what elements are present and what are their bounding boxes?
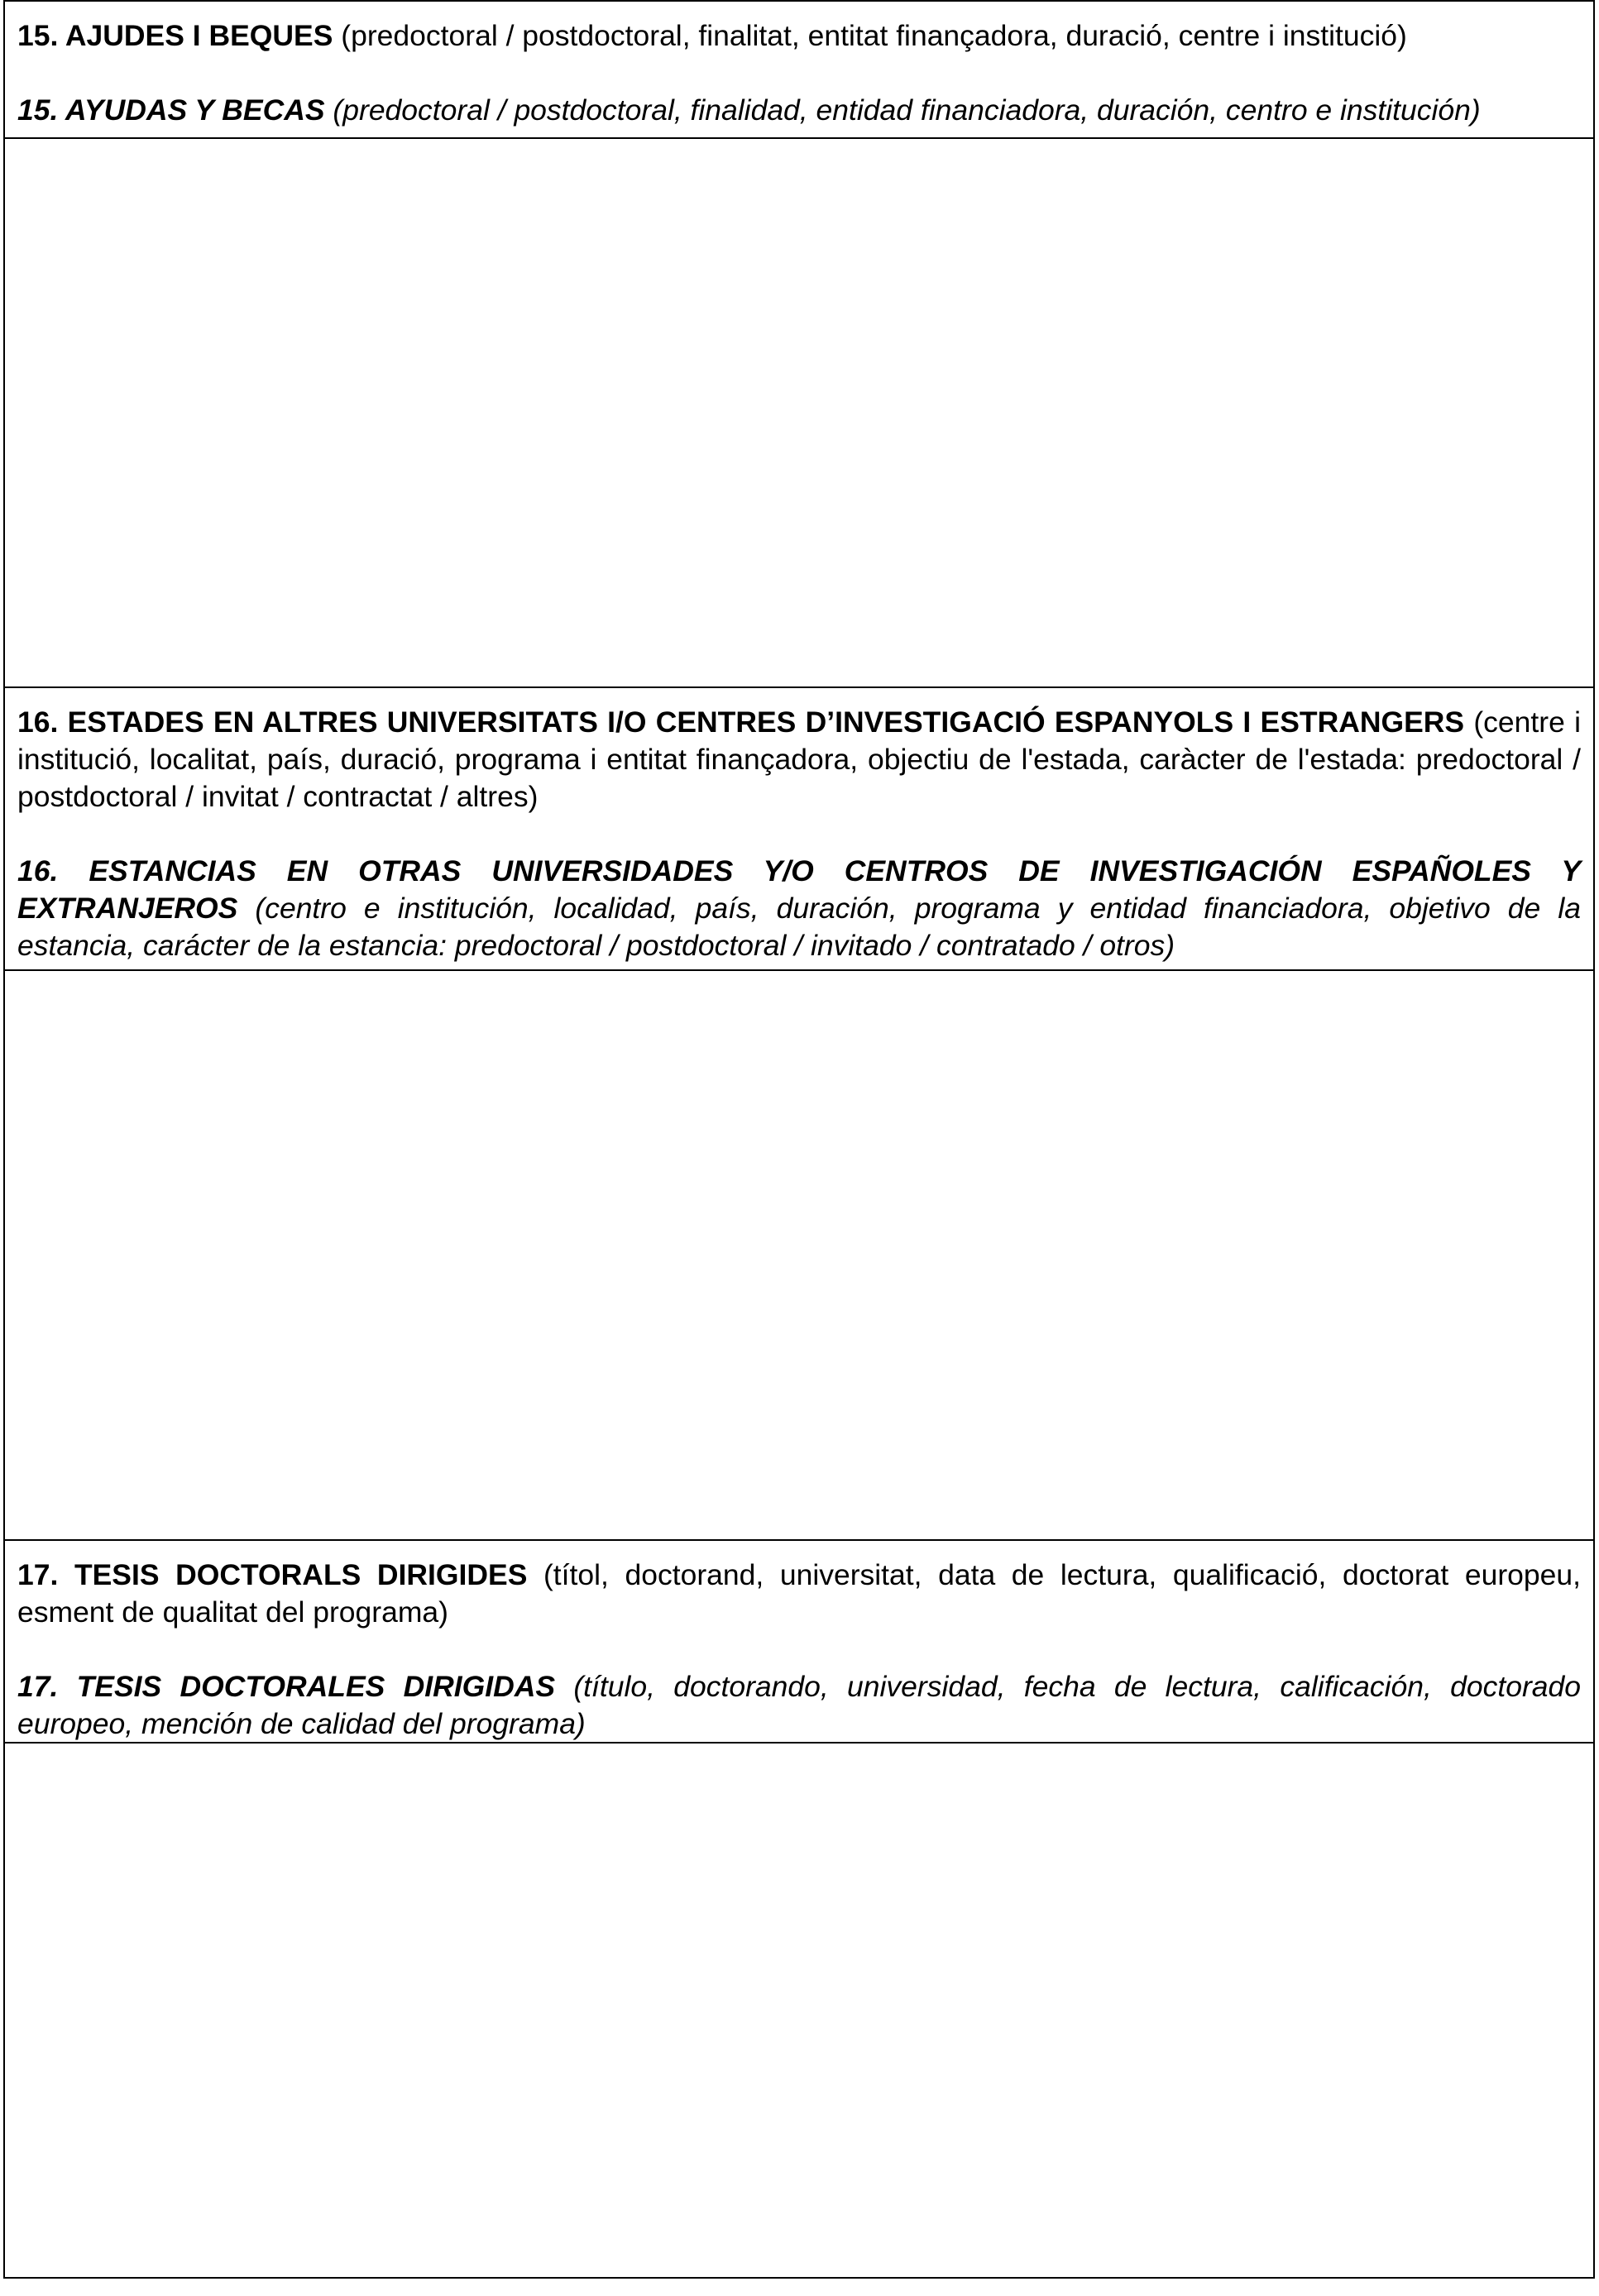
section-17-catalan [17,1557,1581,1631]
section-16-spanish-description: (centro e institución, localidad, país, duración, programa y entidad financiadora, objetivo de la estancia, carácter de la estancia: predoctoral / postdoctoral / invitado / contratado / otros) [17,892,1581,962]
section-15-spanish [17,92,1581,129]
cv-form-table [3,0,1595,2279]
section-16-catalan [17,704,1581,816]
section-17-catalan-description: (títol, doctorand, universitat, data de lectura, qualificació, doctorat europeu, esment de qualitat del programa) [17,1558,1582,1629]
section-16-spanish-title: 16. ESTANCIAS EN OTRAS UNIVERSIDADES Y/O CENTROS DE INVESTIGACIÓN ESPAÑOLES Y EXTRANJEROS [17,854,1581,925]
section-17-spanish [17,1668,1581,1743]
section-17-header [5,1541,1593,1744]
section-15-header [5,2,1593,139]
section-15-catalan [17,17,1581,55]
section-16-answer-area[interactable] [5,971,1593,1541]
section-16-spanish [17,853,1581,964]
section-16-header [5,688,1593,971]
section-17-spanish-description: (título, doctorando, universidad, fecha de lectura, calificación, doctorado europeo, mención de calidad del programa) [17,1670,1581,1740]
section-15-catalan-description: (predoctoral / postdoctoral, finalitat, entitat finançadora, duració, centre i institució) [333,19,1407,52]
section-15-answer-area[interactable] [5,139,1593,688]
section-16-catalan-title: 16. ESTADES EN ALTRES UNIVERSITATS I/O CENTRES D’INVESTIGACIÓ ESPANYOLS I ESTRANGERS [17,706,1465,739]
section-16-catalan-description: (centre i institució, localitat, país, duració, programa i entitat finançadora, objectiu de l'estada, caràcter de l'estada: predoctoral / postdoctoral / invitat / contractat / altres) [17,706,1581,813]
section-15-catalan-title: 15. AJUDES I BEQUES [17,19,333,52]
section-17-answer-area[interactable] [5,1744,1593,2277]
section-15-spanish-description: (predoctoral / postdoctoral, finalidad, entidad financiadora, duración, centro e institución) [324,93,1481,127]
section-17-catalan-title: 17. TESIS DOCTORALS DIRIGIDES [17,1558,528,1591]
section-15-spanish-title: 15. AYUDAS Y BECAS [17,93,325,127]
section-17-spanish-title: 17. TESIS DOCTORALES DIRIGIDAS [17,1670,556,1703]
